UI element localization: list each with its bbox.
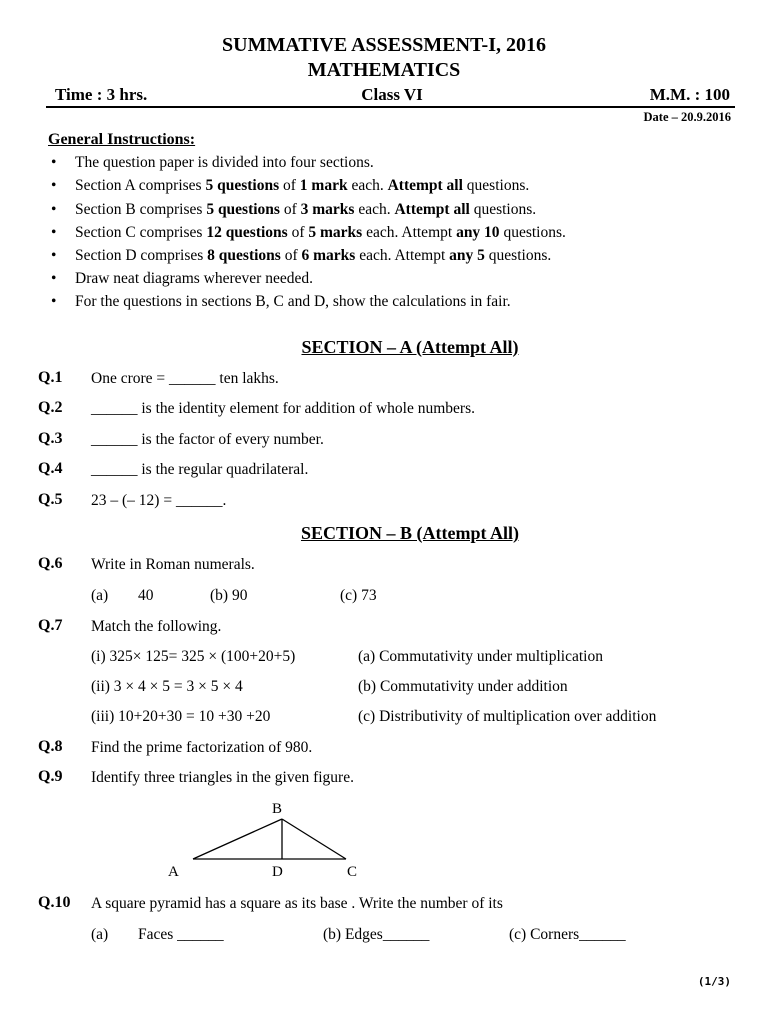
bullet-icon: • [51,270,57,287]
option-b: (b) Edges______ [323,926,430,943]
instruction-text: The question paper is divided into four sections. [75,154,374,171]
instruction-emphasis: 3 marks [300,201,355,218]
question-text: Match the following. [91,618,222,635]
option-a-value: Faces ______ [138,926,224,943]
instruction-text: For the questions in sections B, C and D, show the calculations in fair. [75,293,511,310]
question-number: Q.4 [38,460,63,477]
subject-title: MATHEMATICS [307,59,461,81]
question-text: Find the prime factorization of 980. [91,739,313,756]
instruction-emphasis: 5 questions [205,177,280,194]
question-text: One crore = ______ ten lakhs. [91,370,279,387]
instruction-text: questions. [499,224,566,241]
question-number: Q.1 [38,369,63,386]
question-text: ______ is the regular quadrilateral. [91,461,309,478]
vertex-label-a: A [168,864,179,880]
bullet-icon: • [51,224,57,241]
side-bc [282,819,346,859]
instruction-text: each. [354,201,395,218]
instruction-text: Section D comprises [75,247,208,264]
class-label: Class VI [361,85,423,104]
instruction-text: of [279,201,301,218]
instruction-text: questions. [469,201,537,218]
bullet-icon: • [51,201,57,218]
option-a-label: (a) [91,926,109,943]
question-text: ______ is the identity element for addition of whole numbers. [91,400,475,417]
instruction-text: of [287,224,309,241]
match-left-item: (i) 325× 125= 325 × (100+20+5) [91,648,296,665]
instruction-text: Draw neat diagrams wherever needed. [75,270,313,287]
instruction-emphasis: 1 mark [299,177,348,194]
instruction-emphasis: 12 questions [206,224,288,241]
question-text: ______ is the factor of every number. [91,431,324,448]
option-c: (c) Corners______ [509,926,626,943]
instruction-text: Section B comprises [75,201,207,218]
instruction-emphasis: 5 marks [308,224,363,241]
instruction-text: each. Attempt [362,224,457,241]
instruction-emphasis: 8 questions [207,247,281,264]
instruction-emphasis: Attempt all [394,201,470,218]
question-text: A square pyramid has a square as its base . Write the number of its [91,895,503,912]
match-right-item: (a) Commutativity under multiplication [358,648,603,665]
bullet-icon: • [51,177,57,194]
bullet-icon: • [51,154,57,171]
section-b-title: SECTION – B (Attempt All) [300,523,519,543]
instruction-text: questions. [484,247,552,264]
match-right-item: (b) Commutativity under addition [358,678,568,695]
instructions-title: General Instructions: [48,131,196,148]
question-number: Q.7 [38,617,63,634]
instruction-text: Section C comprises [75,224,207,241]
question-number: Q.2 [38,399,63,416]
match-left-item: (iii) 10+20+30 = 10 +30 +20 [91,708,271,725]
option-b: (b) 90 [210,587,248,604]
instruction-text: Section A comprises [75,177,206,194]
instruction-text: each. Attempt [355,247,450,264]
question-number: Q.3 [38,430,63,447]
bullet-icon: • [51,247,57,264]
match-left-item: (ii) 3 × 4 × 5 = 3 × 5 × 4 [91,678,243,695]
option-a-value: 40 [138,587,154,604]
question-number: Q.8 [38,738,63,755]
question-number: Q.5 [38,491,63,508]
max-marks: M.M. : 100 [649,85,730,104]
question-number: Q.6 [38,555,63,572]
question-number: Q.9 [38,768,63,785]
instruction-emphasis: 5 questions [206,201,280,218]
section-a-title: SECTION – A (Attempt All) [301,337,519,357]
option-c: (c) 73 [340,587,377,604]
instruction-emphasis: any 5 [449,247,485,264]
question-number: Q.10 [38,894,71,911]
vertex-label-d: D [272,864,283,880]
exam-date: Date – 20.9.2016 [643,110,731,124]
instruction-emphasis: Attempt all [387,177,463,194]
instruction-text: of [279,177,300,194]
instruction-text: of [280,247,302,264]
instruction-text: each. [347,177,388,194]
instruction-emphasis: any 10 [456,224,500,241]
instruction-emphasis: 6 marks [301,247,356,264]
bullet-icon: • [51,293,57,310]
instruction-text: questions. [462,177,530,194]
question-text: 23 – (– 12) = ______. [91,492,227,509]
question-text: Write in Roman numerals. [91,556,255,573]
option-a-label: (a) [91,587,109,604]
vertex-label-c: C [347,864,358,880]
match-right-item: (c) Distributivity of multiplication over addition [358,708,657,725]
side-ab [193,819,282,859]
time-allowed: Time : 3 hrs. [55,85,148,104]
page-number: (1/3) [697,975,731,988]
vertex-label-b: B [272,801,283,817]
question-text: Identify three triangles in the given figure. [91,769,354,786]
paper-title: SUMMATIVE ASSESSMENT-I, 2016 [222,34,546,56]
